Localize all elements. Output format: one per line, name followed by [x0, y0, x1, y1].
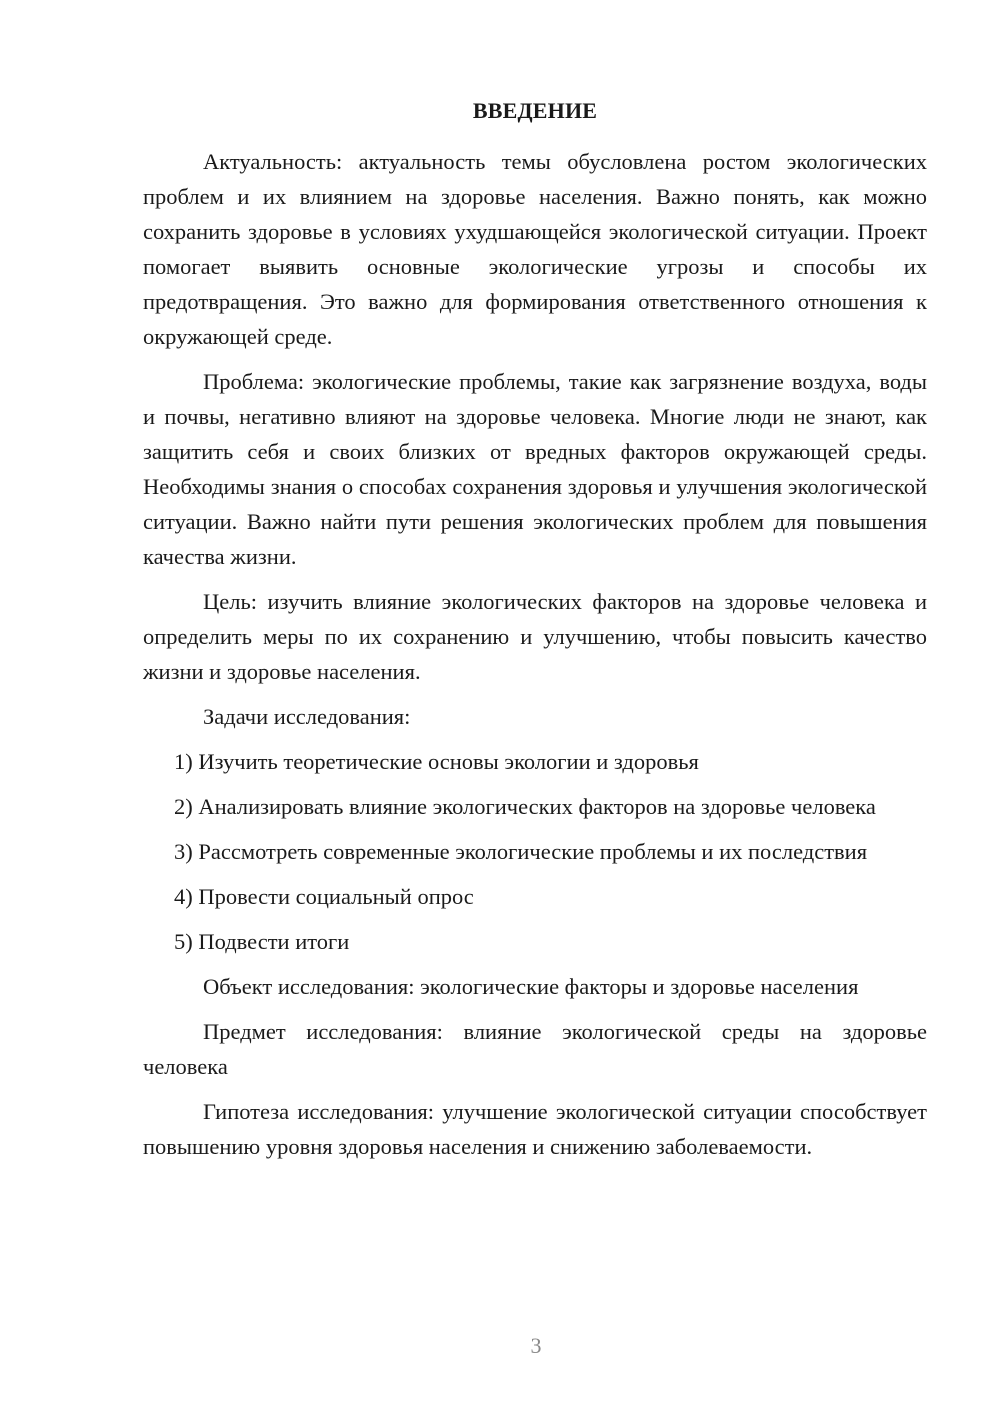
tasks-list [143, 744, 927, 959]
list-item: 4) Провести социальный опрос [174, 884, 474, 909]
object-paragraph: Объект исследования: экологические факторы и здоровье населения [203, 974, 859, 999]
list-item: 3) Рассмотреть современные экологические проблемы и их последствия [174, 839, 868, 864]
hypothesis-paragraph: Гипотеза исследования: улучшение экологической ситуации способствует повышению уровня здоровья населения и снижению заболеваемости. [143, 1099, 927, 1159]
page-title: ВВЕДЕНИЕ [472, 98, 598, 123]
tasks-label: Задачи исследования: [203, 704, 411, 729]
goal-paragraph: Цель: изучить влияние экологических факторов на здоровье человека и определить меры по их сохранению и улучшению, чтобы повысить качество жизни и здоровье населения. [143, 589, 927, 684]
list-item: 2) Анализировать влияние экологических факторов на здоровье человека [174, 794, 876, 819]
list-item: 1) Изучить теоретические основы экологии и здоровья [174, 749, 699, 774]
list-item: 5) Подвести итоги [174, 929, 350, 954]
problem-paragraph: Проблема: экологические проблемы, такие как загрязнение воздуха, воды и почвы, негативно влияют на здоровье человека. Многие люди не знают, как защитить себя и своих близких от вредных факторов окружающей среды. Необходимы знания о способах сохранения здоровья и улучшения экологической ситуации. Важно найти пути решения экологических проблем для повышения качества жизни. [143, 369, 927, 569]
page-content [143, 96, 927, 1174]
relevance-paragraph: Актуальность: актуальность темы обусловлена ростом экологических проблем и их влиянием на здоровье населения. Важно понять, как можно сохранить здоровье в условиях ухудшающейся экологической ситуации. Проект помогает выявить основные экологические угрозы и способы их предотвращения. Это важно для формирования ответственного отношения к окружающей среде. [143, 149, 927, 349]
page-number: 3 [530, 1333, 542, 1358]
subject-paragraph: Предмет исследования: влияние экологической среды на здоровье человека [143, 1019, 927, 1079]
